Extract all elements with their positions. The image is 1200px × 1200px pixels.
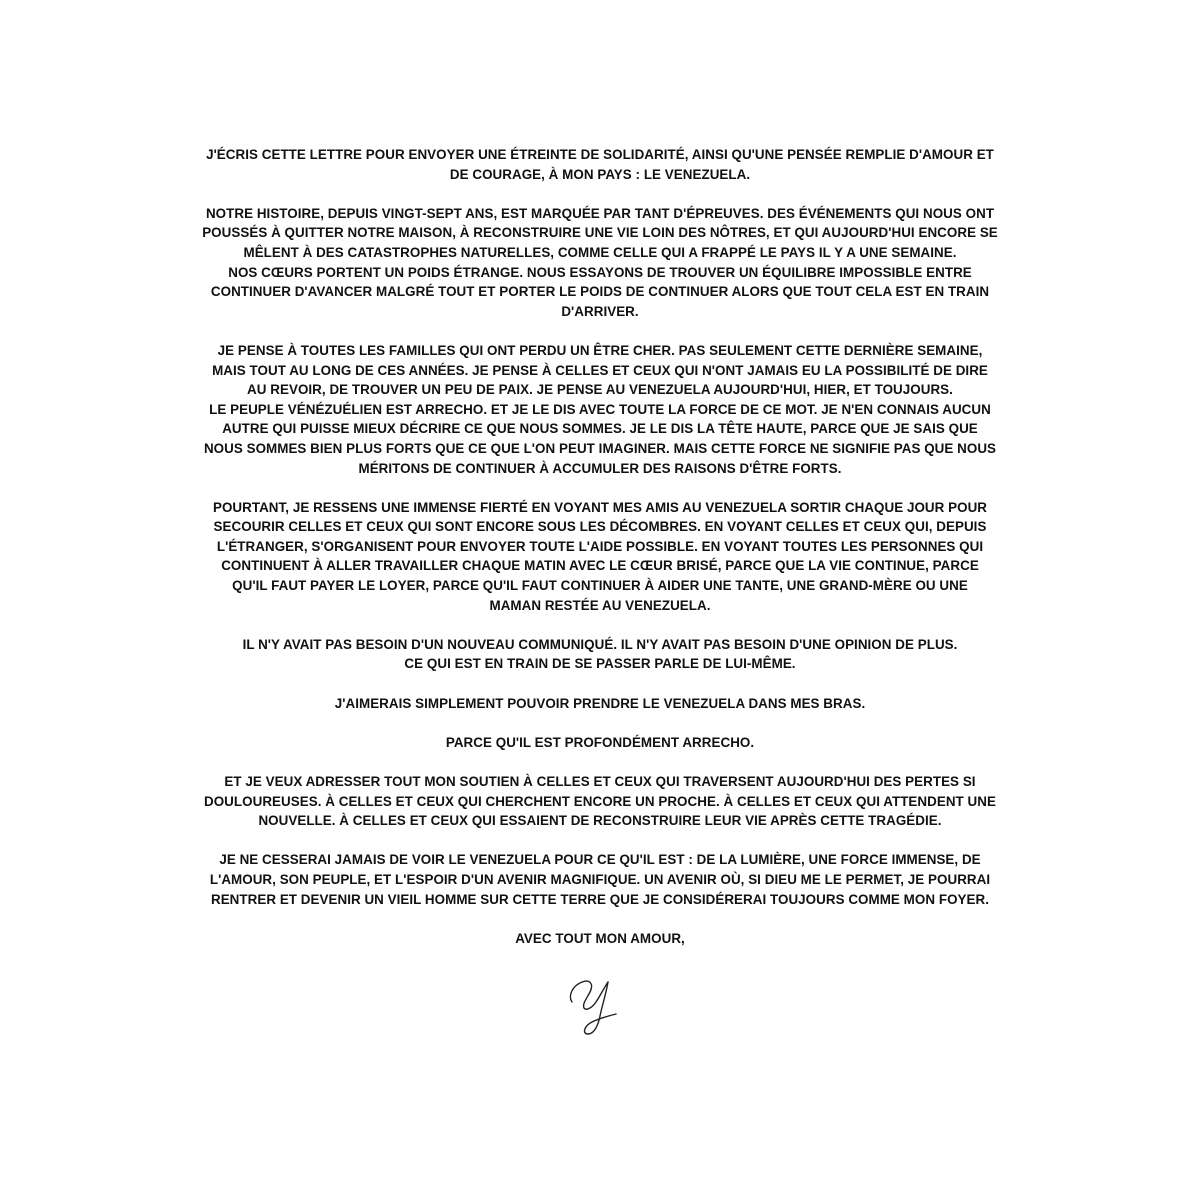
text-line: QU'IL FAUT PAYER LE LOYER, PARCE QU'IL FAUT CONTINUER À AIDER UNE TANTE, UNE GRAND-MÈRE OU UNE [232, 578, 968, 594]
paragraph-history [150, 204, 1050, 322]
paragraph-gap [150, 831, 1050, 851]
paragraph-future [150, 850, 1050, 909]
text-line: L'ÉTRANGER, S'ORGANISENT POUR ENVOYER TOUTE L'AIDE POSSIBLE. EN VOYANT TOUTES LES PERSONNES QUI [216, 538, 984, 554]
text-line: D'ARRIVER. [561, 303, 639, 319]
paragraph-gap [150, 478, 1050, 498]
paragraph-pride [150, 498, 1050, 616]
paragraph-gap [150, 752, 1050, 772]
text-line: CONTINUER D'AVANCER MALGRÉ TOUT ET PORTER LE POIDS DE CONTINUER ALORS QUE TOUT CELA EST EN TRAIN [210, 284, 990, 300]
text-line: MAIS TOUT AU LONG DE CES ANNÉES. JE PENSE À CELLES ET CEUX QUI N'ONT JAMAIS EU LA POSSIBILITÉ DE DIRE [212, 362, 988, 378]
letter-body [150, 145, 1050, 948]
text-line: J'ÉCRIS CETTE LETTRE POUR ENVOYER UNE ÉTREINTE DE SOLIDARITÉ, AINSI QU'UNE PENSÉE REMPLIE D'AMOUR ET [206, 147, 994, 162]
text-line: PARCE QU'IL EST PROFONDÉMENT ARRECHO. [445, 734, 755, 750]
text-line: AUTRE QUI PUISSE MIEUX DÉCRIRE CE QUE NOUS SOMMES. JE LE DIS LA TÊTE HAUTE, PARCE QUE JE SAIS QUE [222, 421, 978, 437]
text-line: ET JE VEUX ADRESSER TOUT MON SOUTIEN À CELLES ET CEUX QUI TRAVERSENT AUJOURD'HUI DES PERTES SI [224, 774, 976, 789]
text-line: MÊLENT À DES CATASTROPHES NATURELLES, COMME CELLE QUI A FRAPPÉ LE PAYS IL Y A UNE SEMAINE. [243, 244, 957, 260]
text-line: IL N'Y AVAIT PAS BESOIN D'UN NOUVEAU COMMUNIQUÉ. IL N'Y AVAIT PAS BESOIN D'UNE OPINION DE PLUS. [242, 636, 958, 652]
paragraph-gap [150, 615, 1050, 635]
paragraph-gap [150, 321, 1050, 341]
text-line: DE COURAGE, À MON PAYS : LE VENEZUELA. [449, 166, 751, 182]
text-line: JE PENSE À TOUTES LES FAMILLES QUI ONT PERDU UN ÊTRE CHER. PAS SEULEMENT CETTE DERNIÈRE SEMAINE, [217, 342, 983, 358]
text-line: JE NE CESSERAI JAMAIS DE VOIR LE VENEZUELA POUR CE QU'IL EST : DE LA LUMIÈRE, UNE FORCE IMMENSE, DE [219, 852, 981, 868]
text-line: L'AMOUR, SON PEUPLE, ET L'ESPOIR D'UN AVENIR MAGNIFIQUE. UN AVENIR OÙ, SI DIEU ME LE PERMET, JE POURRAI [209, 871, 991, 887]
paragraph-families [150, 341, 1050, 478]
text-line: AU REVOIR, DE TROUVER UN PEU DE PAIX. JE PENSE AU VENEZUELA AUJOURD'HUI, HIER, ET TOUJOURS. [247, 382, 953, 398]
text-line: NOTRE HISTOIRE, DEPUIS VINGT-SEPT ANS, EST MARQUÉE PAR TANT D'ÉPREUVES. DES ÉVÉNEMENTS QUI NOUS ONT [205, 205, 995, 221]
text-line: CE QUI EST EN TRAIN DE SE PASSER PARLE DE LUI-MÊME. [404, 656, 796, 672]
text-line: LE PEUPLE VÉNÉZUÉLIEN EST ARRECHO. ET JE LE DIS AVEC TOUTE LA FORCE DE CE MOT. JE N'EN CONNAIS AUCUN [209, 401, 991, 417]
text-line: RENTRER ET DEVENIR UN VIEIL HOMME SUR CETTE TERRE QUE JE CONSIDÉRERAI TOUJOURS COMME MON FOYER. [210, 891, 989, 907]
text-line: DOULOUREUSES. À CELLES ET CEUX QUI CHERCHENT ENCORE UN PROCHE. À CELLES ET CEUX QUI ATTENDENT UNE [204, 793, 996, 809]
paragraph-embrace [150, 694, 1050, 714]
text-line: NOUVELLE. À CELLES ET CEUX QUI ESSAIENT DE RECONSTRUIRE LEUR VIE APRÈS CETTE TRAGÉDIE. [258, 813, 942, 829]
text-line: J'AIMERAIS SIMPLEMENT POUVOIR PRENDRE LE VENEZUELA DANS MES BRAS. [334, 695, 866, 711]
text-line: CONTINUENT À ALLER TRAVAILLER CHAQUE MATIN AVEC LE CŒUR BRISÉ, PARCE QUE LA VIE CONTINUE, PARCE [221, 558, 979, 574]
paragraph-communique [150, 635, 1050, 674]
text-line: SECOURIR CELLES ET CEUX QUI SONT ENCORE SOUS LES DÉCOMBRES. EN VOYANT CELLES ET CEUX QUI, DEPUIS [213, 519, 987, 535]
paragraph-gap [150, 674, 1050, 694]
paragraph-gap [150, 909, 1050, 929]
text-line: AVEC TOUT MON AMOUR, [515, 930, 685, 946]
signature [560, 960, 640, 1040]
text-line: POURTANT, JE RESSENS UNE IMMENSE FIERTÉ EN VOYANT MES AMIS AU VENEZUELA SORTIR CHAQUE JOUR POUR [212, 499, 988, 515]
text-line: MÉRITONS DE CONTINUER À ACCUMULER DES RAISONS D'ÊTRE FORTS. [358, 460, 842, 476]
text-line: NOS CŒURS PORTENT UN POIDS ÉTRANGE. NOUS ESSAYONS DE TROUVER UN ÉQUILIBRE IMPOSSIBLE ENTRE [228, 264, 972, 280]
paragraph-support [150, 772, 1050, 831]
text-line: POUSSÉS À QUITTER NOTRE MAISON, À RECONSTRUIRE UNE VIE LOIN DES NÔTRES, ET QUI AUJOURD'HUI ENCORE SE [202, 225, 998, 241]
paragraph-gap [150, 713, 1050, 733]
text-line: NOUS SOMMES BIEN PLUS FORTS QUE CE QUE L'ON PEUT IMAGINER. MAIS CETTE FORCE NE SIGNIFIE PAS QUE NOUS [203, 440, 997, 456]
paragraph-solidarity [150, 145, 1050, 184]
text-line: MAMAN RESTÉE AU VENEZUELA. [489, 597, 711, 613]
paragraph-gap [150, 184, 1050, 204]
closing-line [150, 929, 1050, 949]
paragraph-arrecho [150, 733, 1050, 753]
